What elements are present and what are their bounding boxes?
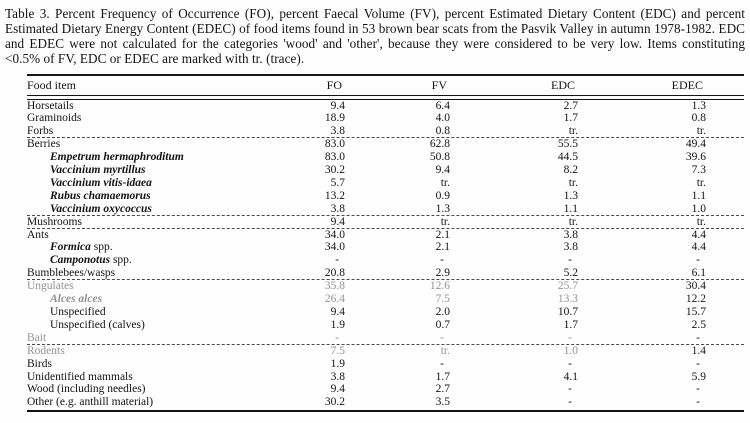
cell-edc: 3.8	[563, 228, 578, 241]
row-spacer	[706, 319, 744, 332]
table-row	[27, 293, 744, 306]
cell-edec: 2.5	[691, 318, 706, 331]
cell-edc: 1.7	[563, 318, 578, 331]
table-row	[27, 216, 744, 229]
scientific-name: Rubus chamaemorus	[50, 189, 151, 202]
row-spacer	[706, 216, 744, 229]
cell-fv: 2.7	[435, 383, 450, 396]
table-row	[27, 280, 744, 293]
cell-food-item	[27, 190, 267, 203]
cell-edec: 4.4	[691, 228, 706, 241]
table-header-row	[27, 76, 744, 95]
row-spacer	[706, 112, 744, 125]
cell-food-item	[27, 293, 267, 306]
cell-food-item: Berries	[27, 138, 61, 151]
cell-fv: 62.8	[429, 138, 450, 151]
cell-fo: 5.7	[330, 176, 345, 189]
cell-edec: -	[696, 357, 700, 370]
column-header-food-item: Food item	[27, 78, 77, 92]
cell-fv: 4.0	[435, 112, 450, 125]
cell-edec: 7.3	[691, 164, 706, 177]
cell-fo: -	[335, 331, 339, 344]
cell-fo: 3.8	[330, 370, 345, 383]
cell-edc: 2.7	[563, 99, 578, 112]
scientific-name: Empetrum hermaphroditum	[50, 151, 184, 164]
cell-fo: 13.2	[324, 189, 345, 202]
cell-edc: 1.1	[563, 202, 578, 215]
cell-edc: 8.2	[563, 164, 578, 177]
cell-food-item: Forbs	[27, 125, 54, 138]
table-row	[27, 100, 744, 113]
row-spacer	[706, 177, 744, 190]
column-header-fo: FO	[326, 78, 342, 92]
cell-edc: tr.	[568, 215, 578, 228]
cell-food-item: Bumblebees/wasps	[27, 267, 116, 280]
cell-fv: tr.	[440, 176, 450, 189]
column-header-fv: FV	[431, 78, 447, 92]
cell-edec: 1.4	[691, 344, 706, 357]
cell-fo: 34.0	[324, 228, 345, 241]
cell-food-item	[27, 151, 267, 164]
cell-fo: 83.0	[324, 151, 345, 164]
scientific-name: Formica	[50, 241, 91, 254]
cell-fv: 2.1	[435, 241, 450, 254]
cell-edec: 30.4	[685, 280, 706, 293]
bottom-rule	[27, 410, 744, 412]
cell-edc: 5.2	[563, 267, 578, 280]
table-row	[27, 319, 744, 332]
cell-food-item: Rodents	[27, 344, 65, 357]
cell-edc: 13.3	[557, 293, 578, 306]
cell-edc: 1.7	[563, 112, 578, 125]
cell-food-item: Unspecified	[50, 306, 106, 318]
cell-edc: 25.7	[557, 280, 578, 293]
cell-fv: tr.	[440, 215, 450, 228]
row-spacer	[706, 203, 744, 216]
table-row	[27, 267, 744, 280]
table-row	[27, 241, 744, 254]
cell-edec: tr.	[696, 215, 706, 228]
row-spacer	[706, 345, 744, 358]
cell-fv: tr.	[440, 344, 450, 357]
cell-food-item	[27, 203, 267, 216]
row-spacer	[706, 293, 744, 306]
cell-fv: 3.5	[435, 396, 450, 409]
cell-fv: -	[440, 331, 444, 344]
cell-edec: -	[696, 254, 700, 267]
table-row	[27, 112, 744, 125]
cell-edec: 1.3	[691, 99, 706, 112]
row-spacer	[706, 164, 744, 177]
scientific-name: Vaccinium myrtillus	[50, 164, 146, 177]
cell-fv: -	[440, 254, 444, 267]
cell-food-item: Graminoids	[27, 112, 82, 125]
cell-edc: -	[568, 254, 572, 267]
cell-edec: -	[696, 331, 700, 344]
table-row	[27, 229, 744, 242]
cell-food-item	[27, 177, 267, 190]
table-row	[27, 151, 744, 164]
cell-edc: 1.0	[563, 344, 578, 357]
cell-edec: 12.2	[685, 293, 706, 306]
row-spacer	[706, 371, 744, 384]
cell-food-item: Birds	[27, 357, 52, 370]
table-row	[27, 164, 744, 177]
cell-food-item	[27, 241, 267, 254]
cell-edec: 1.1	[691, 189, 706, 202]
row-spacer	[706, 190, 744, 203]
row-spacer	[706, 151, 744, 164]
row-spacer	[706, 100, 744, 113]
row-spacer	[706, 138, 744, 151]
cell-fv: 0.8	[435, 125, 450, 138]
cell-edec: 1.0	[691, 202, 706, 215]
cell-fo: 34.0	[324, 241, 345, 254]
cell-fv: 2.9	[435, 267, 450, 280]
cell-fo: 9.4	[330, 215, 345, 228]
species-suffix: spp.	[90, 241, 113, 254]
cell-fo: 26.4	[324, 293, 345, 306]
cell-fv: 6.4	[435, 99, 450, 112]
row-spacer	[706, 267, 744, 280]
cell-edec: 5.9	[691, 370, 706, 383]
cell-food-item: Unspecified (calves)	[50, 318, 145, 331]
table-row	[27, 177, 744, 190]
cell-fo: 1.9	[330, 318, 345, 331]
cell-fo: 35.8	[324, 280, 345, 293]
cell-edec: 49.4	[685, 138, 706, 151]
cell-fv: 0.9	[435, 189, 450, 202]
cell-fv: 50.8	[429, 151, 450, 164]
cell-edc: 1.3	[563, 189, 578, 202]
cell-food-item: Ungulates	[27, 280, 74, 293]
cell-edec: 4.4	[691, 241, 706, 254]
cell-edec: tr.	[696, 125, 706, 138]
cell-edc: -	[568, 357, 572, 370]
cell-fo: 3.8	[330, 202, 345, 215]
scientific-name: Vaccinium vitis-idaea	[50, 176, 152, 189]
table-row	[27, 396, 744, 409]
cell-fo: 9.4	[330, 99, 345, 112]
cell-fv: 1.3	[435, 202, 450, 215]
row-spacer	[706, 241, 744, 254]
cell-edc: 10.7	[557, 306, 578, 318]
column-header-edec: EDEC	[671, 78, 703, 92]
cell-fo: 20.8	[324, 267, 345, 280]
cell-edec: -	[696, 396, 700, 409]
cell-food-item: Horsetails	[27, 99, 74, 112]
cell-fv: 2.0	[435, 306, 450, 318]
table-row	[27, 306, 744, 319]
scientific-name: Camponotus	[50, 254, 111, 267]
cell-edec: -	[696, 383, 700, 396]
table-row	[27, 358, 744, 371]
row-spacer	[706, 229, 744, 242]
cell-edc: -	[568, 383, 572, 396]
cell-fo: 18.9	[324, 112, 345, 125]
cell-fo: -	[335, 254, 339, 267]
table-row	[27, 125, 744, 138]
scientific-name: Vaccinium oxycoccus	[50, 202, 152, 215]
cell-fo: 9.4	[330, 306, 345, 318]
cell-edc: tr.	[568, 125, 578, 138]
cell-edec: 39.6	[685, 151, 706, 164]
cell-food-item: Mushrooms	[27, 215, 82, 228]
row-spacer	[706, 306, 744, 319]
cell-fv: 12.6	[429, 280, 450, 293]
row-spacer	[706, 358, 744, 371]
table-row	[27, 383, 744, 396]
table-row	[27, 332, 744, 345]
row-spacer	[706, 332, 744, 345]
cell-fv: 2.1	[435, 228, 450, 241]
row-spacer	[706, 254, 744, 267]
cell-fv: -	[440, 357, 444, 370]
cell-edec: 0.8	[691, 112, 706, 125]
cell-fo: 3.8	[330, 125, 345, 138]
row-spacer	[706, 383, 744, 396]
row-spacer	[706, 125, 744, 138]
table-row	[27, 138, 744, 151]
table-caption: Table 3. Percent Frequency of Occurrence (FO), percent Faecal Volume (FV), percent Estimated Dietary Content (EDC) and percent Estimated Dietary Energy Content (EDEC) of food items found in 53 brown bear scats from the Pasvik Valley in autumn 1978-1982. EDC and EDEC were not calculated for the categories 'wood' and 'other', because they were considered to be very low. Items constituting <0.5% of FV, EDC or EDEC are marked with tr. (trace).	[5, 6, 745, 66]
cell-edc: tr.	[568, 176, 578, 189]
cell-edc: 4.1	[563, 370, 578, 383]
cell-edec: tr.	[696, 176, 706, 189]
cell-edc: -	[568, 396, 572, 409]
cell-edec: 6.1	[691, 267, 706, 280]
cell-fo: 30.2	[324, 396, 345, 409]
cell-edec: 15.7	[685, 306, 706, 318]
cell-fv: 1.7	[435, 370, 450, 383]
cell-fo: 7.5	[330, 344, 345, 357]
data-table	[27, 74, 744, 412]
cell-fo: 83.0	[324, 138, 345, 151]
cell-fv: 9.4	[435, 164, 450, 177]
table-row	[27, 254, 744, 267]
table-row	[27, 371, 744, 384]
row-spacer	[706, 280, 744, 293]
table-body	[27, 100, 744, 410]
cell-food-item: Unidentified mammals	[27, 370, 133, 383]
cell-food-item	[27, 254, 267, 267]
row-spacer	[706, 396, 744, 409]
cell-fv: 7.5	[435, 293, 450, 306]
cell-fo: 9.4	[330, 383, 345, 396]
cell-edc: 3.8	[563, 241, 578, 254]
species-suffix: spp.	[110, 254, 132, 267]
table-row	[27, 345, 744, 358]
cell-fo: 30.2	[324, 164, 345, 177]
header-spacer	[706, 76, 744, 95]
cell-fo: 1.9	[330, 357, 345, 370]
column-header-edc: EDC	[551, 78, 575, 92]
cell-food-item: Other (e.g. anthill material)	[27, 396, 154, 409]
cell-food-item: Wood (including needles)	[27, 383, 146, 396]
cell-food-item	[27, 164, 267, 177]
table-row	[27, 190, 744, 203]
cell-food-item: Ants	[27, 228, 49, 241]
table-row	[27, 203, 744, 216]
scientific-name: Alces alces	[50, 293, 103, 306]
cell-edc: 55.5	[557, 138, 578, 151]
cell-food-item: Bait	[27, 331, 47, 344]
cell-edc: -	[568, 331, 572, 344]
cell-fv: 0.7	[435, 318, 450, 331]
cell-edc: 44.5	[557, 151, 578, 164]
